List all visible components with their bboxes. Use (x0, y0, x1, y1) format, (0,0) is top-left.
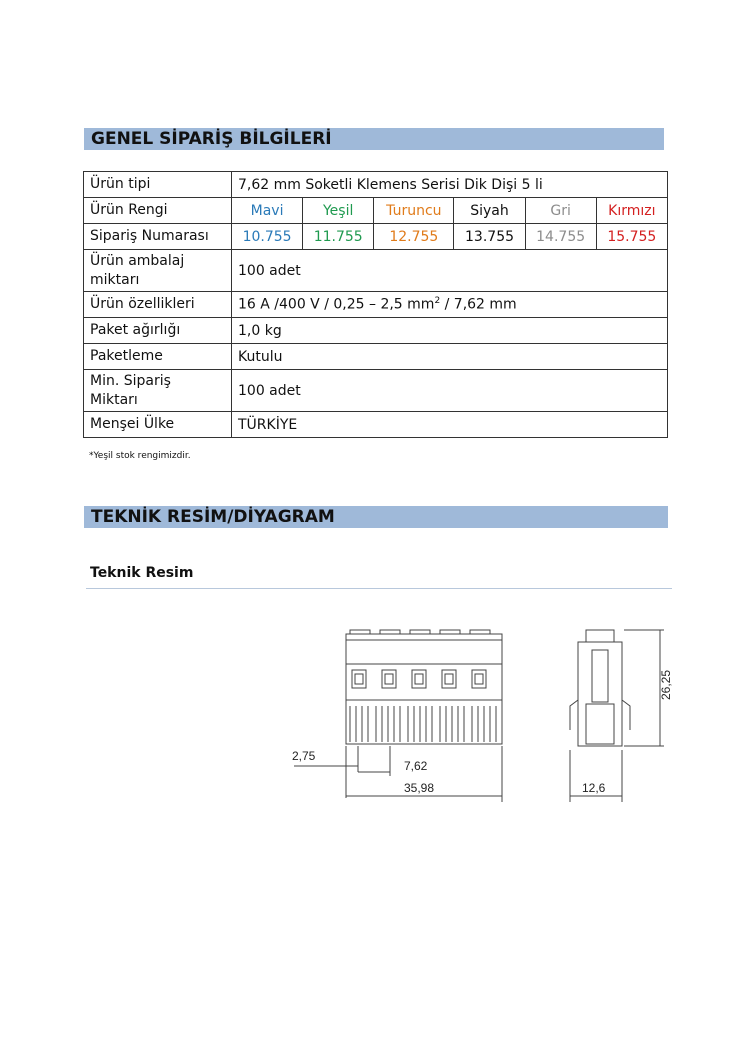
value-paketleme: Kutulu (232, 344, 668, 370)
side-view-body (578, 642, 622, 746)
table-row-urun-rengi (84, 198, 668, 224)
section-header-teknik-resim: TEKNİK RESİM/DİYAGRAM (84, 506, 668, 528)
divider (86, 588, 672, 589)
footnote: *Yeşil stok rengimizdir. (89, 451, 191, 461)
color-mavi: Mavi (232, 198, 303, 224)
order-number-yesil: 11.755 (303, 224, 374, 250)
label-agirlik: Paket ağırlığı (84, 318, 232, 344)
label-min-siparis (84, 370, 232, 412)
label-ambalaj (84, 250, 232, 292)
label-ambalaj-line1: Ürün ambalaj (90, 252, 185, 269)
value-ozellikler-sup: 2 (434, 296, 441, 307)
label-siparis-numarasi: Sipariş Numarası (84, 224, 232, 250)
order-number-mavi: 10.755 (232, 224, 303, 250)
section-header-genel-siparis: GENEL SİPARİŞ BİLGİLERİ (84, 128, 664, 150)
label-min-siparis-line2: Miktarı (90, 391, 138, 408)
table-row-paketleme (84, 344, 668, 370)
technical-drawing (280, 620, 680, 820)
table-row-ambalaj (84, 250, 668, 292)
order-number-siyah: 13.755 (454, 224, 525, 250)
front-view-body (346, 634, 502, 744)
label-min-siparis-line1: Min. Sipariş (90, 372, 171, 389)
color-kirmizi: Kırmızı (596, 198, 667, 224)
value-urun-tipi: 7,62 mm Soketli Klemens Serisi Dik Dişi 5 li (232, 172, 668, 198)
dim-height: 26,25 (659, 669, 673, 700)
order-info-table (83, 171, 668, 438)
table-row-siparis-numarasi (84, 224, 668, 250)
table-row-urun-tipi (84, 172, 668, 198)
order-number-kirmizi: 15.755 (596, 224, 667, 250)
dim-pitch: 7,62 (404, 759, 428, 773)
table-row-agirlik (84, 318, 668, 344)
value-min-siparis: 100 adet (232, 370, 668, 412)
label-urun-rengi: Ürün Rengi (84, 198, 232, 224)
value-ambalaj: 100 adet (232, 250, 668, 292)
value-ozellikler-end: / 7,62 mm (440, 296, 517, 313)
table-row-mensei (84, 412, 668, 438)
label-urun-tipi: Ürün tipi (84, 172, 232, 198)
label-mensei: Menşei Ülke (84, 412, 232, 438)
color-siyah: Siyah (454, 198, 525, 224)
label-ozellikler: Ürün özellikleri (84, 292, 232, 318)
label-paketleme: Paketleme (84, 344, 232, 370)
label-ambalaj-line2: miktarı (90, 271, 140, 288)
table-row-ozellikler (84, 292, 668, 318)
dim-depth: 12,6 (582, 781, 606, 795)
color-gri: Gri (525, 198, 596, 224)
order-number-gri: 14.755 (525, 224, 596, 250)
dim-pin-offset: 2,75 (292, 749, 316, 763)
value-ozellikler-main: 16 A /400 V / 0,25 – 2,5 mm (238, 296, 435, 313)
value-agirlik: 1,0 kg (232, 318, 668, 344)
value-ozellikler (232, 292, 668, 318)
color-yesil: Yeşil (303, 198, 374, 224)
teknik-resim-title: Teknik Resim (90, 565, 194, 581)
color-turuncu: Turuncu (374, 198, 454, 224)
order-number-turuncu: 12.755 (374, 224, 454, 250)
table-row-min-siparis (84, 370, 668, 412)
dim-total-width: 35,98 (404, 781, 435, 795)
value-mensei: TÜRKİYE (232, 412, 668, 438)
